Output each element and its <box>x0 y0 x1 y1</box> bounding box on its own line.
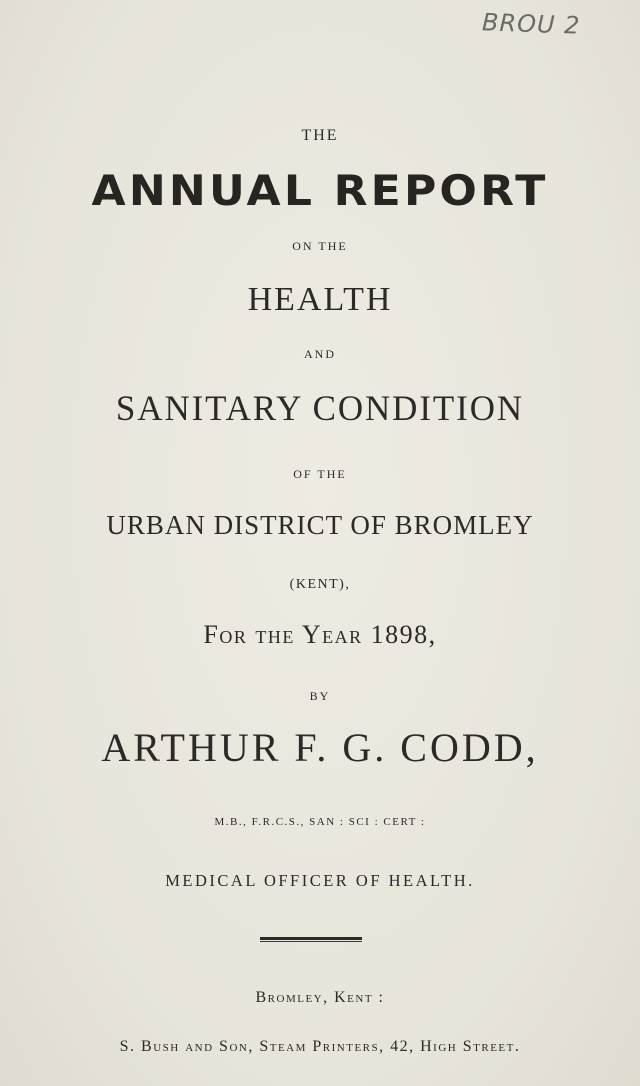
sanitary-condition-heading: SANITARY CONDITION <box>115 388 525 428</box>
health-heading: HEALTH <box>247 281 393 318</box>
printer-line: S. Bush and Son, Steam Printers, 42, High Street. <box>119 1038 521 1055</box>
divider-rule <box>260 937 362 942</box>
place-line: Bromley, Kent : <box>255 989 385 1006</box>
year-line: For the Year 1898, <box>203 620 437 649</box>
of-the-text: OF THE <box>293 467 347 481</box>
district-heading: URBAN DISTRICT OF BROMLEY <box>106 510 534 540</box>
office-title: MEDICAL OFFICER OF HEALTH. <box>165 871 475 890</box>
author-name: ARTHUR F. G. CODD, <box>101 725 539 770</box>
and-text: AND <box>304 347 336 361</box>
handwritten-annotation: BROU 2 <box>481 8 581 40</box>
author-qualifications: M.B., F.R.C.S., SAN : SCI : CERT : <box>214 816 426 828</box>
county-text: (KENT), <box>289 577 351 592</box>
on-the-text: ON THE <box>292 239 348 253</box>
the-text: THE <box>301 127 339 144</box>
report-title: ANNUAL REPORT <box>91 166 549 215</box>
by-text: BY <box>309 689 331 703</box>
